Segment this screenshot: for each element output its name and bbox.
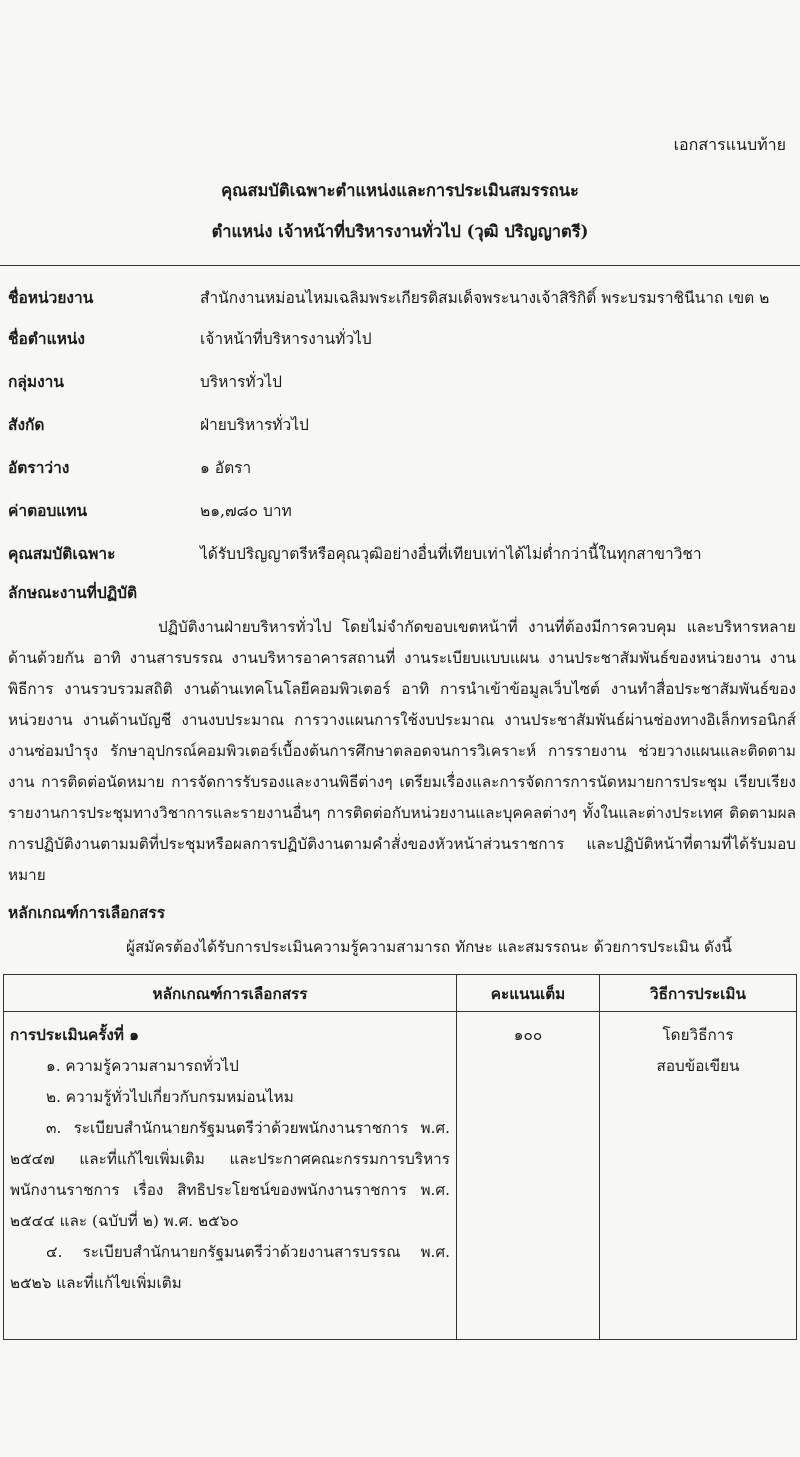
info-value: ได้รับปริญญาตรีหรือคุณวุฒิอย่างอื่นที่เทียบเท่าได้ไม่ต่ำกว่านี้ในทุกสาขาวิชา — [200, 545, 702, 563]
info-label: ชื่อหน่วยงาน — [8, 288, 94, 307]
criteria-item: ๓. ระเบียบสำนักนายกรัฐมนตรีว่าด้วยพนักงานราชการ พ.ศ. ๒๕๔๗ และที่แก้ไขเพิ่มเติม และประกาศคณะกรรมการบริหารพนักงานราชการ เรื่อง สิทธิประโยชน์ของพนักงานราชการ พ.ศ. ๒๕๔๔ และ (ฉบับที่ ๒) พ.ศ. ๒๕๖๐ — [10, 1119, 450, 1230]
info-label: กลุ่มงาน — [8, 372, 64, 391]
table-header-row — [4, 975, 797, 1012]
table-row — [4, 1012, 797, 1340]
full-score-cell — [457, 1012, 600, 1340]
method-line: โดยวิธีการ — [662, 1026, 734, 1044]
position-title: ตำแหน่ง เจ้าหน้าที่บริหารงานทั่วไป (วุฒิ ปริญญาตรี) — [211, 222, 589, 241]
column-header-method: วิธีการประเมิน — [600, 975, 797, 1012]
info-value: สำนักงานหม่อนไหมเฉลิมพระเกียรติสมเด็จพระนางเจ้าสิริกิติ์ พระบรมราชินีนาถ เขต ๒ — [200, 289, 770, 307]
job-description-text: ปฏิบัติงานฝ่ายบริหารทั่วไป โดยไม่จำกัดขอบเขตหน้าที่ งานที่ต้องมีการควบคุม และบริหารหลายด้านด้วยกัน อาทิ งานสารบรรณ งานบริหารอาคารสถานที่ งานระเบียบแบบแผน งานประชาสัมพันธ์ของหน่วยงาน งานพิธีการ งานรวบรวมสถิติ งานด้านเทคโนโลยีคอมพิวเตอร์ อาทิ การนำเข้าข้อมูลเว็บไซต์ งานทำสื่อประชาสัมพันธ์ของหน่วยงาน งานด้านบัญชี งานงบประมาณ การวางแผนการใช้งบประมาณ งานประชาสัมพันธ์ผ่านช่องทางอิเล็กทรอนิกส์ งานซ่อมบำรุง รักษาอุปกรณ์คอมพิวเตอร์เบื้องต้นการศึกษาตลอดจนการวิเคราะห์ การรายงาน ช่วยวางแผนและติดตามงาน การติดต่อนัดหมาย การจัดการรับรองและงานพิธีต่างๆ เตรียมเรื่องและการจัดการการนัดหมายการประชุม เรียบเรียงรายงานการประชุมทางวิชาการและรายงานอื่นๆ การติดต่อกับหน่วยงานและบุคคลต่างๆ ทั้งในและต่างประเทศ ติดตามผลการปฏิบัติงานตามมติที่ประชุมหรือผลการปฏิบัติงานตามคำสั่งของหัวหน้าส่วนราชการ และปฏิบัติหน้าที่ตามที่ได้รับมอบหมาย — [8, 618, 796, 884]
selection-criteria-table — [3, 974, 797, 1340]
method-cell — [600, 1012, 797, 1340]
info-value: ๑ อัตรา — [200, 459, 252, 477]
info-label: คุณสมบัติเฉพาะ — [8, 544, 116, 563]
info-value: ๒๑,๗๘๐ บาท — [200, 502, 292, 520]
info-label: ค่าตอบแทน — [8, 501, 88, 520]
document-title: คุณสมบัติเฉพาะตำแหน่งและการประเมินสมรรถนะ — [221, 181, 579, 200]
info-label: สังกัด — [8, 415, 45, 434]
criteria-cell — [4, 1012, 457, 1340]
criteria-item: ๒. ความรู้ทั่วไปเกี่ยวกับกรมหม่อนไหม — [46, 1088, 294, 1106]
attachment-label: เอกสารแนบท้าย — [673, 135, 786, 154]
criteria-item: ๑. ความรู้ความสามารถทั่วไป — [46, 1057, 239, 1075]
column-header-full-score: คะแนนเต็ม — [457, 975, 600, 1012]
column-header-criteria: หลักเกณฑ์การเลือกสรร — [4, 975, 457, 1012]
selection-heading: หลักเกณฑ์การเลือกสรร — [8, 903, 166, 922]
criteria-item: ๔. ระเบียบสำนักนายกรัฐมนตรีว่าด้วยงานสารบรรณ พ.ศ. ๒๕๒๖ และที่แก้ไขเพิ่มเติม — [10, 1243, 450, 1292]
header-divider — [0, 265, 800, 266]
info-label: อัตราว่าง — [8, 458, 70, 477]
method-line: สอบข้อเขียน — [656, 1057, 740, 1075]
info-value: ฝ่ายบริหารทั่วไป — [200, 416, 309, 434]
info-value: เจ้าหน้าที่บริหารงานทั่วไป — [200, 330, 372, 348]
round-heading: การประเมินครั้งที่ ๑ — [10, 1026, 140, 1044]
info-label: ชื่อตำแหน่ง — [8, 329, 85, 348]
full-score-value: ๑๐๐ — [513, 1026, 543, 1044]
selection-intro: ผู้สมัครต้องได้รับการประเมินความรู้ความสามารถ ทักษะ และสมรรถนะ ด้วยการประเมิน ดังนี้ — [126, 938, 732, 956]
job-description-heading: ลักษณะงานที่ปฏิบัติ — [8, 583, 138, 602]
info-value: บริหารทั่วไป — [200, 373, 282, 391]
